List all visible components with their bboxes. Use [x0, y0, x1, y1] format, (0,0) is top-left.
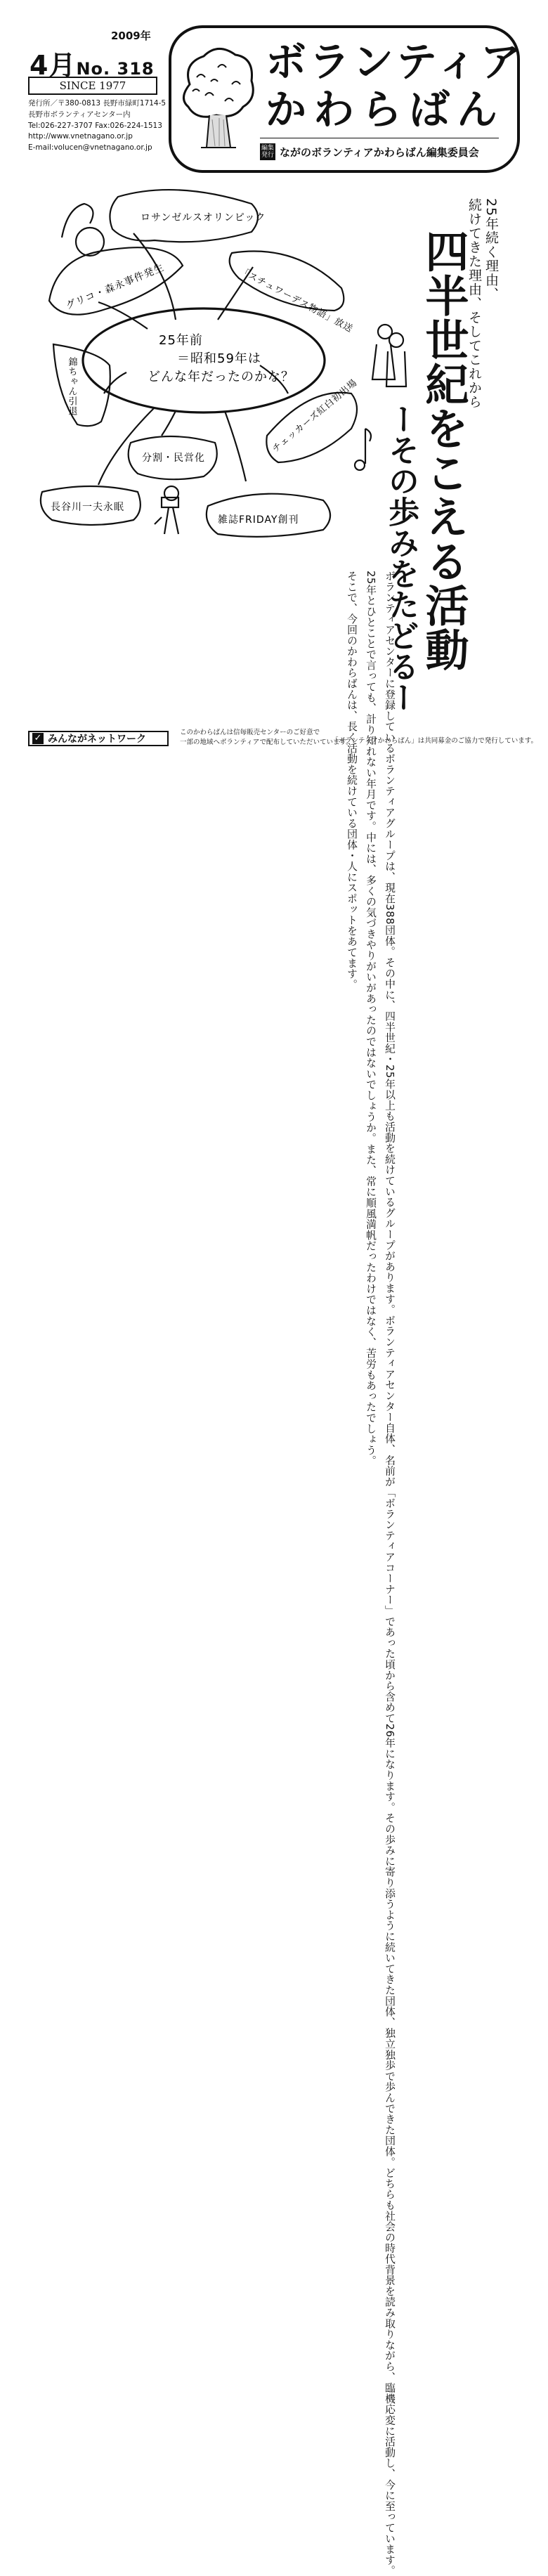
music-note-head — [355, 460, 365, 470]
person-body — [386, 351, 406, 386]
publisher-line: 発行所／〒380-0813 長野市緑町1714-5 — [28, 99, 167, 108]
center-text-line1: 25年前 — [159, 333, 203, 348]
bubble-outline — [53, 344, 110, 426]
bubble-text: ロサンゼルスオリンピック — [141, 212, 266, 223]
feature-subtitle-line1: 25年続く理由、 — [483, 198, 499, 301]
bubble-text: 分割・民営化 — [142, 453, 205, 464]
editor-row — [260, 143, 479, 160]
article-paragraph: 25年とひとことで言っても、計り知れない年月です。中には、多くの気づきやりがいがあったのではないでしょうか。また、常に順風満帆だったわけではなく、苦労もあったでしょう。 — [365, 571, 377, 1466]
publisher-line: 長野市ボランティアセンター内 — [28, 110, 131, 119]
feature-subheadline: ーその歩みをたどるー — [383, 403, 419, 713]
check-icon: ✓ — [32, 733, 44, 744]
medal-ribbon — [62, 204, 93, 238]
connector — [162, 411, 176, 436]
center-text-line3: どんな年だったのかな？ — [148, 370, 294, 384]
bubble-outline — [230, 251, 344, 311]
publisher-line: http://www.vnetnagano.or.jp — [28, 132, 133, 141]
tree-illustration — [176, 42, 259, 155]
bubble-text: 「スチュワーデス物語」放送 — [237, 266, 355, 335]
publisher-line: Tel:026-227-3707 Fax:026-224-1513 — [28, 121, 162, 130]
note-line: 一部の地域へボランティアで配布していただいています。 — [180, 739, 353, 746]
bubble-text: グリコ・森永事件発生 — [64, 261, 167, 312]
issue-year: 2009年 — [111, 30, 151, 42]
network-section-label — [28, 731, 169, 746]
since-badge: SINCE 1977 — [28, 77, 157, 95]
editor-name: ながのボランティアかわらばん編集委員会 — [280, 145, 479, 159]
editor-label-top: 編集 — [261, 145, 274, 152]
mindmap — [28, 183, 379, 555]
center-text-line2: ＝昭和59年は — [177, 351, 261, 366]
music-note-icon — [365, 429, 371, 464]
distribution-note — [180, 728, 353, 748]
bubble-text: 雑誌FRIDAY創刊 — [218, 514, 299, 526]
editor-label — [260, 143, 275, 160]
feature-headline: 四半世紀をこえる活動 — [418, 229, 469, 672]
newsletter-title-line1: ボランティア — [266, 38, 524, 86]
connector — [225, 411, 246, 481]
issue-month: 4月 — [30, 50, 77, 81]
note-line: このかわらばんは信毎販売センターのご好意で — [180, 729, 320, 736]
person-body — [372, 344, 395, 379]
bubble-text: 錦ちゃん引退 — [66, 357, 77, 416]
connector — [98, 408, 155, 485]
issue-no: No. 318 — [76, 59, 155, 79]
article-paragraph: ボランティアセンターに登録しているボランティアグループは、現在388団体。その中に、四半世紀・25年以上も活動を続けているグループがあります。ボランティアセンター自体、名前が「ボランティアコーナー」であった頃から含めて26年になります。その歩みに寄り添うように続いてきた団体、独立独歩で歩んできた団体。どちらも社会の時代背景を読み取りながら、臨機応変に活動し、今に至っています。 — [384, 571, 396, 2576]
bubble-text: 長谷川一夫永眠 — [51, 502, 124, 513]
article-paragraph: そこで、今回のかわらばんは、長く活動を続けている団体・人にスポットをあてます。 — [346, 571, 358, 990]
bubble-text: チェッカーズ紅白初出場 — [270, 377, 360, 455]
publisher-line: E-mail:volucen@vnetnagano.or.jp — [28, 143, 152, 152]
photographer-body — [155, 507, 178, 534]
funding-note: 「ボランティアかわらばん」は共同募金のご協力で発行しています。 — [332, 737, 537, 745]
newsletter-title-line2: かわらばん — [266, 86, 505, 134]
feature-subtitle-line2: 続けてきた理由、そしてこれから — [467, 198, 482, 409]
medal-icon — [76, 228, 104, 256]
publisher-info — [28, 98, 166, 154]
connector — [104, 372, 126, 393]
network-label-text: みんながネットワーク — [48, 734, 146, 745]
editor-label-bottom: 発行 — [261, 152, 274, 159]
